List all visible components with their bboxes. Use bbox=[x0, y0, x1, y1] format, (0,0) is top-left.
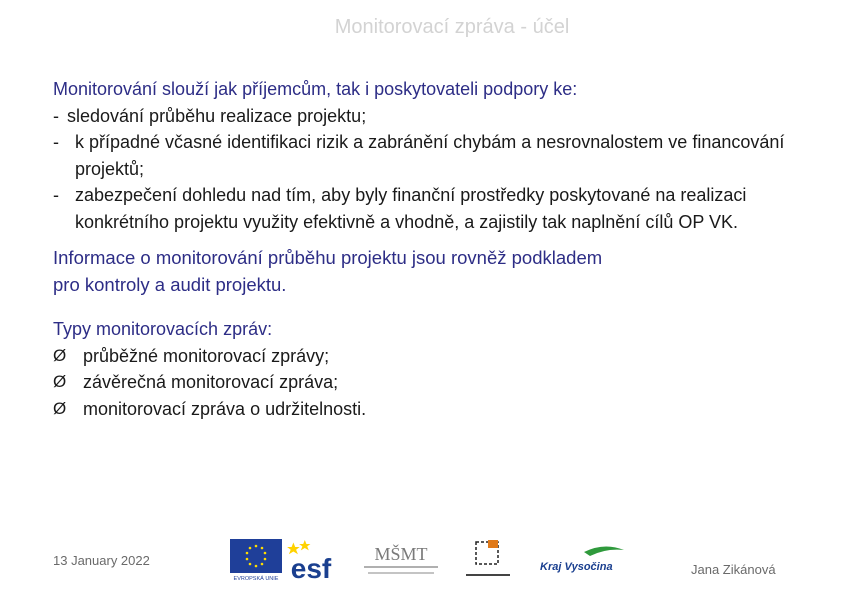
purpose-list bbox=[53, 103, 813, 236]
kraj-vysocina-icon bbox=[538, 542, 628, 578]
dash-marker: - bbox=[53, 105, 59, 126]
msmt-logo bbox=[358, 536, 444, 582]
purpose-item bbox=[53, 129, 813, 182]
esf-logo bbox=[286, 538, 336, 582]
purpose-item bbox=[53, 103, 813, 130]
info-line: Informace o monitorování průběhu projektu jsou rovněž podkladem bbox=[53, 247, 603, 268]
info-line: pro kontroly a audit projektu. bbox=[53, 273, 287, 295]
slide-content bbox=[53, 76, 813, 422]
opvk-logo bbox=[460, 536, 516, 582]
purpose-item bbox=[53, 182, 813, 235]
dash-marker: - bbox=[53, 132, 59, 152]
arrow-bullet-icon: Ø bbox=[53, 345, 67, 365]
info-paragraph bbox=[53, 245, 813, 298]
intro-text: Monitorování slouží jak příjemcům, tak i poskytovateli podpory ke: bbox=[53, 79, 578, 99]
type-item bbox=[53, 396, 813, 423]
footer-author: Jana Zikánová bbox=[691, 562, 776, 577]
report-types bbox=[53, 316, 813, 422]
type-text: závěrečná monitorovací zpráva; bbox=[83, 372, 339, 392]
esf-icon bbox=[286, 538, 336, 582]
type-text: monitorovací zpráva o udržitelnosti. bbox=[83, 398, 367, 419]
msmt-icon bbox=[358, 536, 444, 582]
kraj-vysocina-logo bbox=[538, 542, 628, 578]
arrow-bullet-icon: Ø bbox=[53, 372, 67, 391]
esf-wordmark: esf bbox=[290, 553, 332, 582]
slide-title: Monitorovací zpráva - účel bbox=[334, 16, 570, 38]
type-text: průběžné monitorovací zprávy; bbox=[83, 345, 330, 366]
msmt-wordmark: MŠMT bbox=[374, 544, 428, 564]
purpose-text: sledování průběhu realizace projektu; bbox=[67, 105, 367, 126]
type-item bbox=[53, 369, 813, 396]
eu-logo bbox=[229, 538, 283, 582]
types-heading: Typy monitorovacích zpráv: bbox=[53, 319, 273, 339]
type-item bbox=[53, 343, 813, 370]
dash-marker: - bbox=[53, 185, 59, 205]
eu-flag-icon bbox=[229, 538, 283, 582]
purpose-text: k případné včasné identifikaci rizik a zabránění chybám a nesrovnalostem ve financování projektů; bbox=[75, 132, 785, 179]
opvk-icon bbox=[460, 536, 516, 582]
kraj-wordmark: Kraj Vysočina bbox=[540, 561, 613, 573]
arrow-bullet-icon: Ø bbox=[53, 398, 67, 418]
purpose-text: zabezpečení dohledu nad tím, aby byly finanční prostředky poskytované na realizaci konkrétního projektu využity efektivně a vhodně, a zajistily tak naplnění cílů OP VK. bbox=[75, 185, 747, 232]
eu-caption: EVROPSKÁ UNIE bbox=[233, 576, 279, 582]
footer-date: 13 January 2022 bbox=[53, 553, 150, 568]
